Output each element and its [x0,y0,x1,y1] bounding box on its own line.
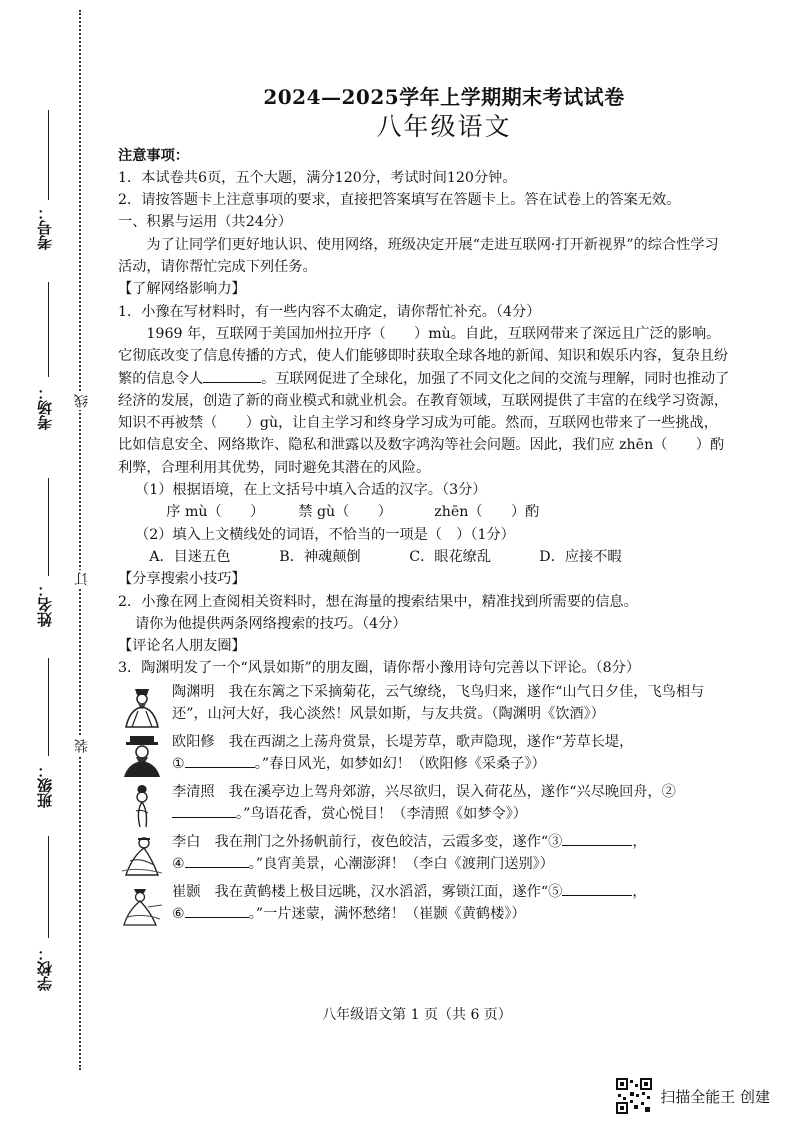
poet-text: 陶渊明 我在东篱之下采摘菊花，云气缭绕，飞鸟归来，遂作“山气日夕佳，飞鸟相与还”，山河大好，我心淡然！风景如斯，与友共赏。（陶渊明《饮酒》） [172,683,705,723]
question-2-cont: 请你为他提供两条网络搜索的技巧。（4分） [135,615,407,632]
school-line [48,836,49,938]
answer-blank-2[interactable] [172,803,236,818]
cut-mark-load: 装 [74,739,90,753]
exam-room-label: 考场： [36,385,54,430]
option-c[interactable]: C．眼花缭乱 [409,548,492,565]
answer-blank-6[interactable] [185,903,249,918]
subject-title: 八年级语文 [376,112,512,142]
note-item: 1．本试卷共6页，五个大题，满分120分，考试时间120分钟。 [118,169,517,186]
name-line [48,478,49,576]
options-row [118,546,730,568]
poet-text: 崔颢 我在黄鹤楼上极目远眺，汉水滔滔，雾锁江面，遂作“ [172,883,549,900]
page-footer: 八年级语文第 1 页（共 6 页） [322,1007,512,1023]
question-1-1: （1）根据语境，在上文括号中填入合适的汉字。（3分） [135,482,487,499]
part-heading-search-tips: 【分享搜索小技巧】 [118,571,246,588]
question-1-1-items: 序 mù（ ） 禁 gù（ ） zhēn（ ）酌 [166,504,540,521]
poet-text: 欧阳修 我在西湖之上荡舟赏景，长堤芳草，歌声隐现，遂作“芳草长堤， [172,733,634,750]
question-2: 2．小豫在网上查阅相关资料时，想在海量的搜索结果中，精准找到所需要的信息。 [118,593,638,610]
question-1: 1．小豫在写材料时，有一些内容不太确定，请你帮忙补充。（4分） [118,303,541,320]
section-heading: 一、积累与运用（共24分） [118,214,293,231]
option-a[interactable]: A．目迷五色 [149,548,231,565]
poet-text: 李清照 我在溪亭边上驾舟郊游，兴尽欲归，误入荷花丛，遂作“兴尽晚回舟， [172,783,662,800]
part-heading-moments: 【评论名人朋友圈】 [118,638,246,655]
answer-blank-4[interactable] [185,853,249,868]
binding-dotted-line [79,10,81,1070]
exam-page [118,86,730,931]
portrait-ouyang-icon [118,731,166,779]
poet-post-tao [118,681,730,729]
name-label: 姓名： [36,582,54,627]
poet-post-cui-hao: 崔颢 我在黄鹤楼上极目远眺，汉水滔滔，雾锁江面，遂作“⑤ ， ⑥ 。”一片迷蒙，满怀愁绪！（崔颢《黄鹤楼》） [118,881,730,929]
portrait-li-qingzhao-icon [118,781,166,829]
cut-mark-bind: 订 [74,572,90,586]
notes-heading: 注意事项： [118,147,189,164]
scanner-brand-text: 扫描全能王 创建 [660,1087,770,1106]
activity-intro: 为了让同学们更好地认识、使用网络，班级决定开展“走进互联网·打开新视界”的综合性学习活动，请你帮忙完成下列任务。 [118,236,719,276]
exam-number-line [48,110,49,200]
qr-code-icon [616,1078,652,1114]
poet-post-ouyang: 欧阳修 我在西湖之上荡舟赏景，长堤芳草，歌声隐现，遂作“芳草长堤， ① 。”春日风光，如梦如幻！（欧阳修《采桑子》） [118,731,730,779]
reading-passage: 1969 年，互联网于美国加州拉开序（ ）mù。自此，互联网带来了深远且广泛的影响。它彻底改变了信息传播的方式，使人们能够即时获取全球各地的新闻、知识和娱乐内容，复杂且纷繁的信息令人 。互联网促进了全球化，加强了不同文化之间的交流与理解，同时也推动了经济的发展，创造了新的商业模式和就业机会。在教育领域，互联网提供了丰富的在线学习资源，知识不再被禁（ ）gù，让自主学习和终身学习成为可能。然而，互联网也带来了一些挑战，比如信息安全、网络欺诈、隐私和泄露以及数字鸿沟等社会问题。因此，我们应 zhēn（ ）酌利弊，合理利用其优势，同时避免其潜在的风险。 [118,325,730,476]
cut-mark-line: 线 [74,394,90,408]
option-d[interactable]: D．应接不暇 [539,548,622,565]
fill-blank[interactable] [203,368,261,383]
class-line [48,658,49,756]
portrait-tao-icon [118,681,166,729]
exam-room-line [48,282,49,377]
note-item: 2．请按答题卡上注意事项的要求，直接把答案填写在答题卡上。答在试卷上的答案无效。 [118,192,681,209]
answer-blank-3[interactable] [562,831,632,846]
school-label: 学校： [36,946,54,991]
exam-title: 2024—2025学年上学期期末考试试卷 [263,85,625,109]
exam-number-label: 考号： [36,205,54,250]
binding-margin [0,0,92,1124]
class-label: 班级： [36,763,54,808]
option-b[interactable]: B．神魂颠倒 [279,548,361,565]
scanner-watermark [616,1078,770,1114]
part-heading-network-impact: 【了解网络影响力】 [118,281,246,298]
poet-post-li-qingzhao: 李清照 我在溪亭边上驾舟郊游，兴尽欲归，误入荷花丛，遂作“兴尽晚回舟，②。”鸟语花香，赏心悦目！（李清照《如梦令》） [118,781,730,829]
portrait-cui-hao-icon [118,881,166,929]
question-1-2: （2）填入上文横线处的词语，不恰当的一项是（ ）（1分） [135,526,515,543]
question-3: 3．陶渊明发了一个“风景如斯”的朋友圈，请你帮小豫用诗句完善以下评论。（8分） [118,660,641,677]
poet-post-li-bai: 李白 我在荆门之外扬帆前行，夜色皎洁，云霞多变，遂作“③ ， ④ 。”良宵美景，心潮澎湃！（李白《渡荆门送别》） [118,831,730,879]
poet-text: 李白 我在荆门之外扬帆前行，夜色皎洁，云霞多变，遂作“ [172,833,549,850]
answer-blank-1[interactable] [185,753,255,768]
answer-blank-5[interactable] [562,881,632,896]
portrait-li-bai-icon [118,831,166,879]
